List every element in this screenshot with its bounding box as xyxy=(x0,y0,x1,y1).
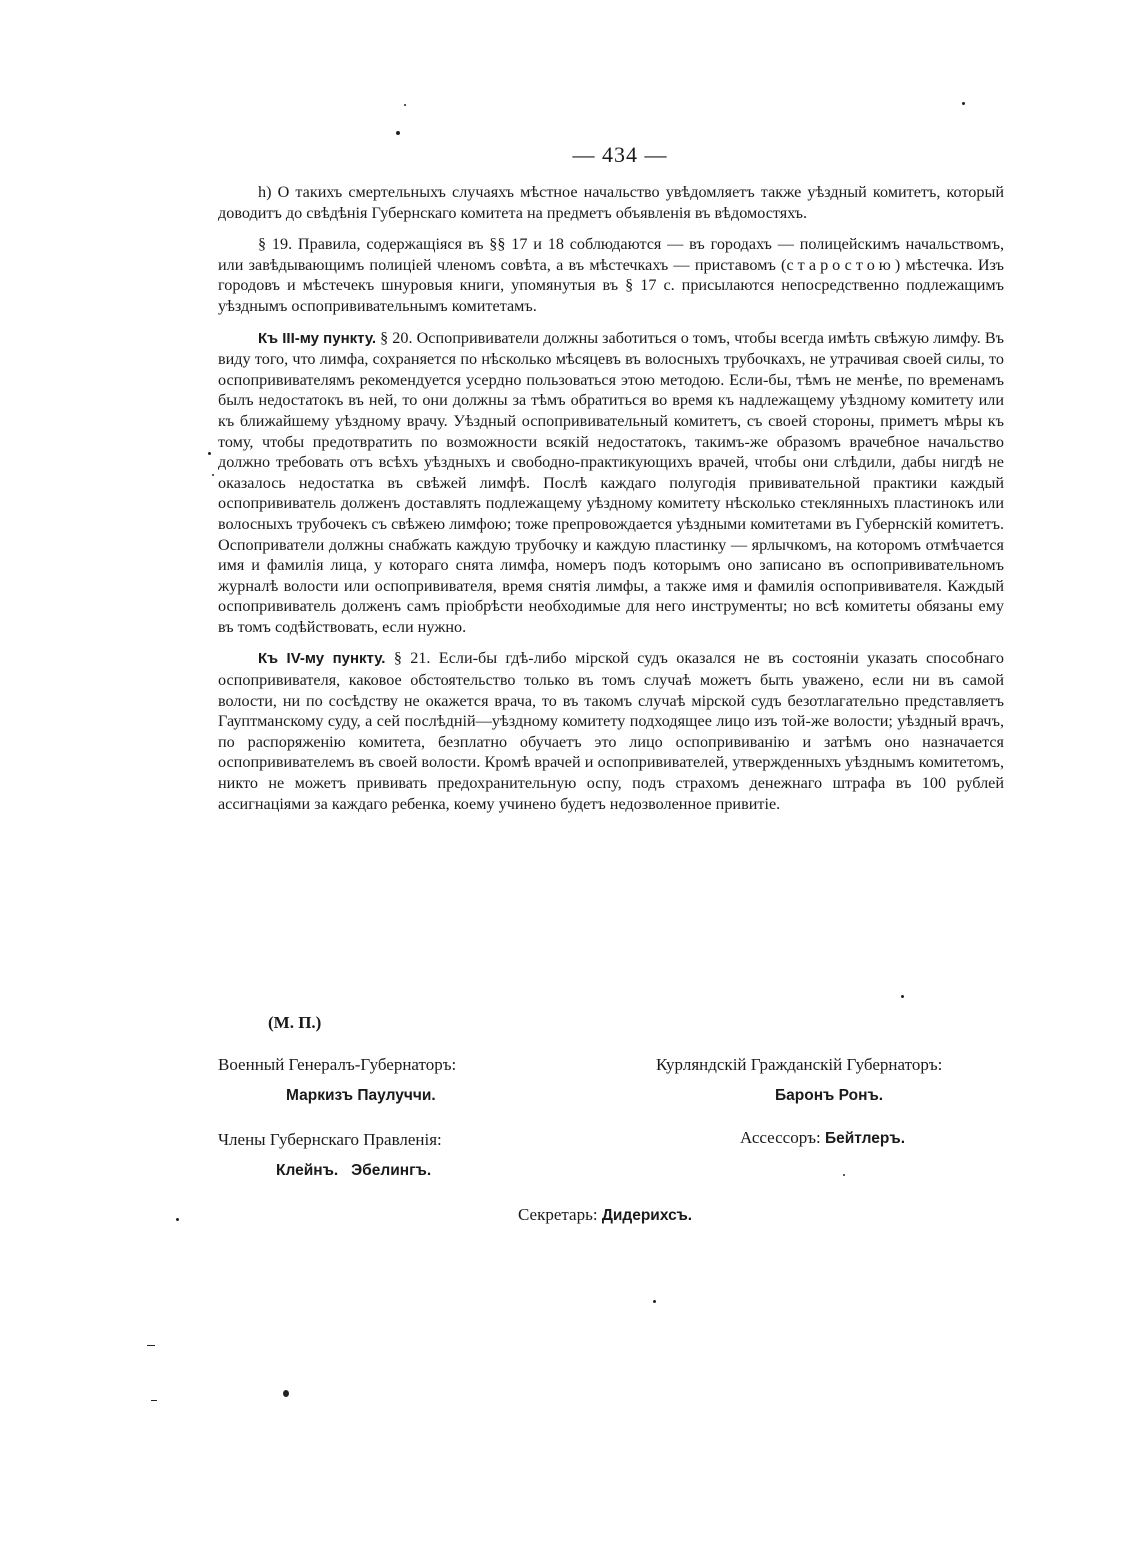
scan-speck xyxy=(212,474,214,476)
secretary-title: Секретарь: xyxy=(518,1205,598,1224)
secretary-name: Дидерихсъ. xyxy=(601,1207,693,1224)
paragraph-19 xyxy=(218,234,1004,316)
board-members-title: Члены Губернскаго Правленія: xyxy=(218,1130,442,1149)
civil-governor-title: Курляндскій Гражданскій Губернаторъ: xyxy=(656,1055,943,1074)
scan-speck xyxy=(176,1218,179,1221)
assessor-signature xyxy=(740,1128,905,1148)
paragraph-20 xyxy=(218,328,1004,638)
assessor-title: Ассессоръ: xyxy=(740,1128,821,1147)
paragraph-h: h) О такихъ смертельныхъ случаяхъ мѣстное начальство увѣдомляетъ также уѣздный комитетъ, который доводитъ до свѣдѣнія Губернскаго комитета на предметъ объявленія въ вѣдомостяхъ. xyxy=(218,183,1004,222)
paragraph-19-part-b: ) мѣстечка. Изъ городовъ и мѣстечекъ шнуровыя книги, упомянутыя въ § 17 с. присылаются непосредственно подлежащимъ уѣзднымъ оспопрививательнымъ комитетамъ. xyxy=(218,255,1004,315)
page-number: — 434 — xyxy=(572,142,668,167)
scan-speck xyxy=(151,1400,157,1401)
scan-speck xyxy=(962,102,965,105)
paragraph-21 xyxy=(218,648,1004,814)
scan-speck xyxy=(283,1390,289,1397)
scan-speck xyxy=(147,1345,155,1346)
civil-governor-name: Баронъ Ронъ. xyxy=(775,1087,884,1104)
paragraph-19-part-a: § 19. Правила, содержащіяся въ §§ 17 и 18 соблюдаются — въ городахъ — полицейскимъ начальствомъ, или завѣдывающимъ полиціей членомъ совѣта, а въ мѣстечкахъ — приставомъ ( xyxy=(218,235,1004,274)
paragraph-20-text: § 20. Оспопрививатели должны заботиться о томъ, чтобы всегда имѣть свѣжую лимфу. Въ виду того, что лимфа, сохраняется по нѣсколько мѣсяцевъ въ волосныхъ трубочкахъ, не утрачивая своей силы, то оспопрививателямъ рекомендуется усердно пользоваться этою методою. Если-бы, тѣмъ не менѣе, по временамъ былъ недостатокъ въ ней, то они должны за тѣмъ обратиться во время къ надлежащему уѣздному комитету или къ ближайшему уѣздному врачу. Уѣздный оспопрививательный комитетъ, съ своей стороны, приметъ мѣры къ тому, чтобы предотвратить по возможности всякій недостатокъ, такимъ-же образомъ врачебное начальство должно требовать отъ всѣхъ уѣздныхъ и свободно-практикующихъ врачей, чтобы они слѣдили, дабы нигдѣ не оказалось недостатка въ свѣжей лимфѣ. Послѣ каждаго полугодія прививательной практики каждый оспопрививатель долженъ доставлять подлежащему уѣздному комитету нѣсколько стеклянныхъ пластинокъ или волосныхъ трубочекъ съ свѣжею лимфою; тоже препровождается уѣздными комитетами въ Губернскій комитетъ. Оспоприватели должны снабжать каждую трубочку и каждую пластинку — ярлычкомъ, на которомъ отмѣчается имя и фамилія лица, у котораго снята лимфа, номеръ подъ которымъ оно записано въ оспопрививательномъ журналѣ волости или оспопрививателя, время снятія лимфы, а также имя и фамилія оспопрививателя. Каждый оспопрививатель долженъ самъ пріобрѣсти необходимые для него инструменты; но всѣ комитеты обязаны ему въ томъ содѣйствовать, если нужно. xyxy=(218,328,1005,636)
scan-speck xyxy=(396,131,400,135)
board-members-names: Клейнъ. Эбелингъ. xyxy=(276,1162,432,1179)
scan-speck xyxy=(901,995,904,998)
military-governor-name: Маркизъ Паулуччи. xyxy=(286,1087,436,1104)
body-text xyxy=(218,182,1004,825)
secretary-signature xyxy=(518,1205,692,1225)
scan-speck xyxy=(843,1174,845,1176)
seal-mark: (М. П.) xyxy=(268,1013,322,1032)
scan-speck xyxy=(208,452,211,455)
paragraph-20-label: Къ III-му пункту. xyxy=(258,329,377,347)
scan-speck xyxy=(653,1300,656,1303)
paragraph-19-spaced-word: старостою xyxy=(786,255,895,274)
assessor-name: Бейтлеръ. xyxy=(824,1130,905,1147)
paragraph-21-text: § 21. Если-бы гдѣ-либо мірской судъ оказался не въ состояніи указать способнаго оспопрививателя, каковое обстоятельство только въ томъ случаѣ можетъ быть уважено, если ни въ самой волости, ни по сосѣдству не окажется врача, то въ такомъ случаѣ мірской судъ безотлагательно представляетъ Гауптманскому суду, а сей послѣдній—уѣздному комитету подходящее лицо изъ той-же волости; уѣздный врачъ, по распоряженію комитета, безплатно обучаетъ это лицо оспопрививанію и затѣмъ оно назначается оспопрививателемъ въ своей волости. Кромѣ врачей и оспопрививателей, утвержденныхъ уѣзднымъ комитетомъ, никто не можетъ прививать предохранительную оспу, подъ страхомъ денежнаго штрафа въ 100 рублей ассигнаціями за каждаго ребенка, коему учинено будетъ недозволенное привитіе. xyxy=(218,649,1005,813)
scan-speck xyxy=(404,104,406,106)
paragraph-21-label: Къ IV-му пункту. xyxy=(258,650,386,668)
military-governor-title: Военный Генералъ-Губернаторъ: xyxy=(218,1055,457,1074)
